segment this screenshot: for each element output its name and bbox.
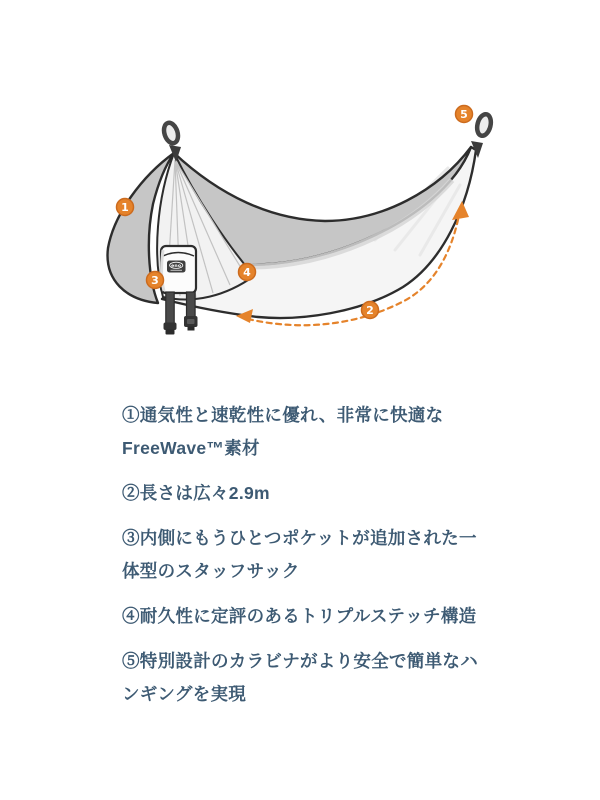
callout-badge-2 bbox=[362, 302, 379, 319]
callout-badge-3 bbox=[147, 272, 164, 289]
feature-item: ⑤特別設計のカラビナがより安全で簡単なハンギングを実現 bbox=[122, 651, 478, 704]
right-carabiner-icon bbox=[475, 113, 493, 137]
callout-badge-1 bbox=[117, 199, 134, 216]
feature-item: ②長さは広々2.9m bbox=[122, 483, 270, 503]
svg-text:1: 1 bbox=[121, 201, 129, 214]
svg-text:2: 2 bbox=[366, 304, 374, 317]
svg-text:3: 3 bbox=[151, 274, 159, 287]
svg-text:5: 5 bbox=[460, 108, 468, 121]
svg-text:4: 4 bbox=[243, 266, 251, 279]
callout-badge-4 bbox=[239, 264, 256, 281]
callout-badge-5 bbox=[456, 106, 473, 123]
stuff-sack bbox=[161, 246, 198, 335]
feature-item: ③内側にもうひとつポケットが追加された一体型のスタッフサック bbox=[122, 528, 477, 581]
brand-logo-patch bbox=[167, 261, 186, 273]
feature-list bbox=[122, 399, 479, 723]
feature-item: ④耐久性に定評のあるトリプルステッチ構造 bbox=[122, 606, 477, 626]
hammock-illustration bbox=[0, 0, 600, 380]
left-carabiner-icon bbox=[162, 121, 181, 145]
brand-logo-text: eno bbox=[171, 264, 182, 269]
feature-item: ①通気性と速乾性に優れ、非常に快適なFreeWave™素材 bbox=[122, 405, 444, 458]
